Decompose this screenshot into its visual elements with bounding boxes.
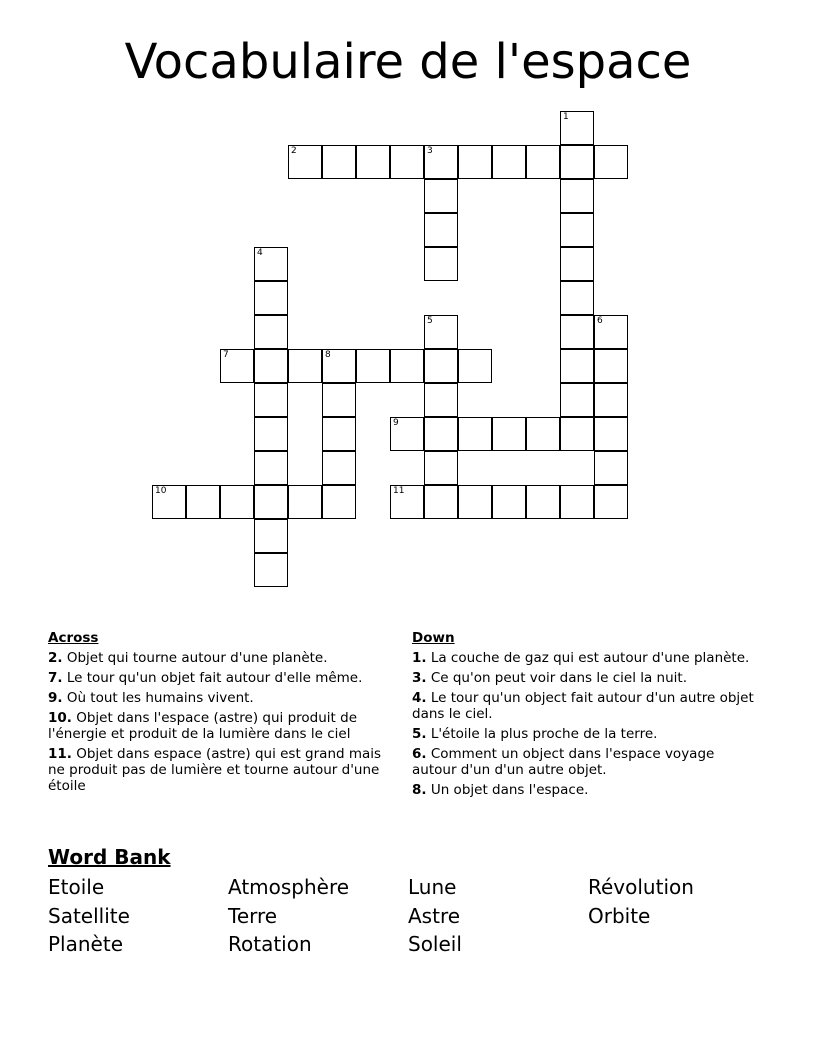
grid-cell[interactable] <box>254 417 288 451</box>
page-title: Vocabulaire de l'espace <box>124 34 692 90</box>
down-heading: Down <box>412 630 455 646</box>
grid-cell[interactable] <box>458 485 492 519</box>
clue-number: 5. <box>412 726 427 742</box>
clue-number: 4. <box>412 690 427 706</box>
grid-cell[interactable] <box>526 417 560 451</box>
grid-cell[interactable] <box>458 145 492 179</box>
grid-cell[interactable] <box>458 349 492 383</box>
grid-cell[interactable] <box>560 179 594 213</box>
grid-cell[interactable] <box>560 281 594 315</box>
clue-number-label: 10 <box>155 486 167 496</box>
word-bank-word: Satellite <box>48 904 130 928</box>
clue-text: Ce qu'on peut voir dans le ciel la nuit. <box>430 670 688 686</box>
grid-cell[interactable] <box>424 145 458 179</box>
clue-across-10 <box>48 710 393 742</box>
clue-down-6 <box>412 746 757 778</box>
clue-number-label: 8 <box>325 350 331 360</box>
clue-number-label: 5 <box>427 316 433 326</box>
grid-cell[interactable] <box>560 213 594 247</box>
word-bank-word: Rotation <box>228 932 312 956</box>
clue-text: Objet dans l'espace (astre) qui produit de l'énergie et produit de la lumière dans le ciel <box>48 710 358 742</box>
grid-cell[interactable] <box>424 417 458 451</box>
grid-cell[interactable] <box>594 145 628 179</box>
clue-number: 2. <box>48 650 63 666</box>
grid-cell[interactable] <box>322 417 356 451</box>
grid-cell[interactable] <box>424 349 458 383</box>
word-bank-word: Soleil <box>408 932 462 956</box>
grid-cell[interactable] <box>356 349 390 383</box>
grid-cell[interactable] <box>424 383 458 417</box>
clue-number-label: 9 <box>393 418 399 428</box>
grid-cell[interactable] <box>356 145 390 179</box>
grid-cell[interactable] <box>594 417 628 451</box>
grid-cell[interactable] <box>288 145 322 179</box>
clue-down-1 <box>412 650 757 666</box>
grid-cell[interactable] <box>458 417 492 451</box>
grid-cell[interactable] <box>322 485 356 519</box>
grid-cell[interactable] <box>526 485 560 519</box>
grid-cell[interactable] <box>424 179 458 213</box>
clue-number-label: 1 <box>563 112 569 122</box>
grid-cell[interactable] <box>322 451 356 485</box>
word-bank-word: Orbite <box>588 904 651 928</box>
grid-cell[interactable] <box>594 383 628 417</box>
grid-cell[interactable] <box>424 485 458 519</box>
grid-cell[interactable] <box>492 417 526 451</box>
word-bank-word: Lune <box>408 875 457 899</box>
grid-cell[interactable] <box>322 349 356 383</box>
grid-cell[interactable] <box>254 315 288 349</box>
grid-cell[interactable] <box>560 349 594 383</box>
clue-number: 1. <box>412 650 427 666</box>
clue-text: Le tour qu'un object fait autour d'un autre objet dans le ciel. <box>412 690 754 722</box>
grid-cell[interactable] <box>424 315 458 349</box>
grid-cell[interactable] <box>560 315 594 349</box>
grid-cell[interactable] <box>492 145 526 179</box>
grid-cell[interactable] <box>322 145 356 179</box>
grid-cell[interactable] <box>390 485 424 519</box>
word-bank-word: Atmosphère <box>228 875 350 899</box>
clue-text: L'étoile la plus proche de la terre. <box>430 726 658 742</box>
clue-across-11 <box>48 746 393 794</box>
grid-cell[interactable] <box>424 451 458 485</box>
clue-number-label: 3 <box>427 146 433 156</box>
word-bank-word: Révolution <box>588 875 694 899</box>
clue-text: Le tour qu'un objet fait autour d'elle même. <box>66 670 363 686</box>
clue-number-label: 2 <box>291 146 297 156</box>
grid-cell[interactable] <box>254 451 288 485</box>
word-bank-title: Word Bank <box>48 845 171 869</box>
clue-number: 10. <box>48 710 72 726</box>
across-heading: Across <box>48 630 99 646</box>
word-bank-word: Astre <box>408 904 461 928</box>
grid-cell[interactable] <box>254 553 288 587</box>
grid-cell[interactable] <box>594 451 628 485</box>
clue-number: 7. <box>48 670 63 686</box>
word-bank-word: Planète <box>48 932 123 956</box>
clue-text: Objet qui tourne autour d'une planète. <box>66 650 328 666</box>
grid-cell[interactable] <box>424 247 458 281</box>
grid-cell[interactable] <box>254 247 288 281</box>
grid-cell[interactable] <box>186 485 220 519</box>
word-bank-word: Etoile <box>48 875 105 899</box>
grid-cell[interactable] <box>594 485 628 519</box>
grid-cell[interactable] <box>526 145 560 179</box>
grid-cell[interactable] <box>220 485 254 519</box>
grid-cell[interactable] <box>254 383 288 417</box>
clue-text: Un objet dans l'espace. <box>430 782 589 798</box>
clue-down-8 <box>412 782 757 798</box>
grid-cell[interactable] <box>424 213 458 247</box>
clue-number-label: 11 <box>393 486 405 496</box>
grid-cell[interactable] <box>390 145 424 179</box>
across-clues <box>48 630 393 798</box>
grid-cell[interactable] <box>254 281 288 315</box>
grid-cell[interactable] <box>390 349 424 383</box>
grid-cell[interactable] <box>560 145 594 179</box>
clue-number-label: 7 <box>223 350 229 360</box>
clue-down-5 <box>412 726 757 742</box>
grid-cell[interactable] <box>254 349 288 383</box>
grid-cell[interactable] <box>254 519 288 553</box>
clue-text: Comment un object dans l'espace voyage autour d'un d'un autre objet. <box>412 746 715 778</box>
clue-text: Où tout les humains vivent. <box>66 690 254 706</box>
clue-number: 3. <box>412 670 427 686</box>
grid-cell[interactable] <box>254 485 288 519</box>
grid-cell[interactable] <box>594 349 628 383</box>
clue-number: 6. <box>412 746 427 762</box>
grid-cell[interactable] <box>560 111 594 145</box>
clue-across-2 <box>48 650 393 666</box>
clue-down-4 <box>412 690 757 722</box>
grid-cell[interactable] <box>322 383 356 417</box>
grid-cell[interactable] <box>560 417 594 451</box>
grid-cell[interactable] <box>492 485 526 519</box>
grid-cell[interactable] <box>390 417 424 451</box>
clue-down-3 <box>412 670 757 686</box>
grid-cell[interactable] <box>152 485 186 519</box>
clue-number: 11. <box>48 746 72 762</box>
grid-cell[interactable] <box>288 349 322 383</box>
grid-cell[interactable] <box>560 485 594 519</box>
clue-number-label: 6 <box>597 316 603 326</box>
grid-cell[interactable] <box>560 247 594 281</box>
clue-text: Objet dans espace (astre) qui est grand mais ne produit pas de lumière et tourne autour d'une étoile <box>48 746 382 794</box>
clue-number: 9. <box>48 690 63 706</box>
clue-number: 8. <box>412 782 427 798</box>
grid-cell[interactable] <box>288 485 322 519</box>
grid-cell[interactable] <box>220 349 254 383</box>
clue-number-label: 4 <box>257 248 263 258</box>
word-bank-word: Terre <box>228 904 278 928</box>
grid-cell[interactable] <box>560 383 594 417</box>
clue-across-7 <box>48 670 393 686</box>
clue-across-9 <box>48 690 393 706</box>
down-clues <box>412 630 757 802</box>
clue-text: La couche de gaz qui est autour d'une planète. <box>430 650 750 666</box>
grid-cell[interactable] <box>594 315 628 349</box>
